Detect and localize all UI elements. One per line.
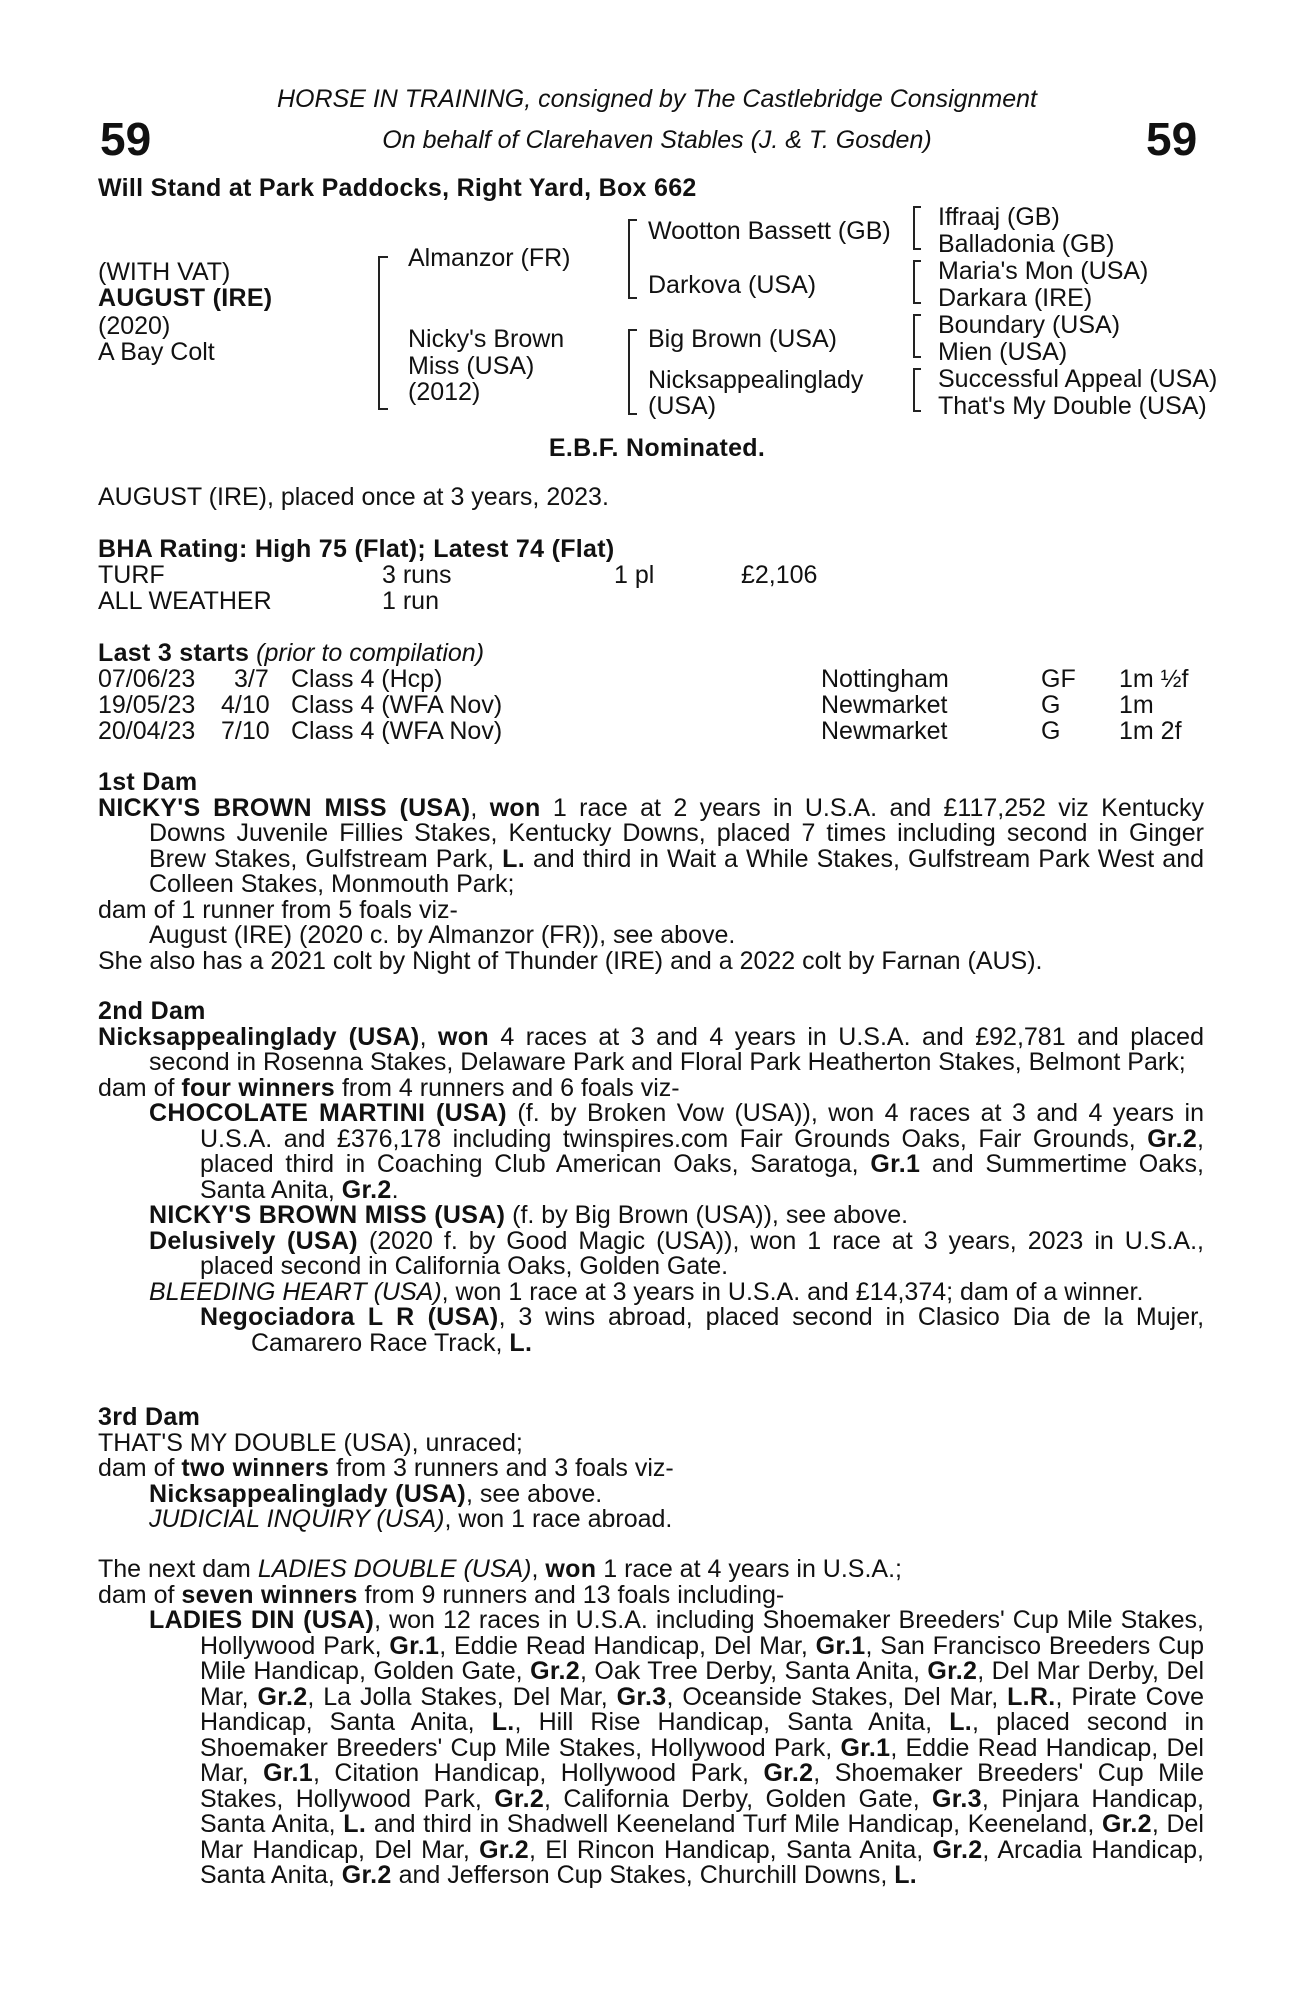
gg-4: Darkara (IRE) (938, 284, 1093, 312)
progeny-entry (149, 1203, 1204, 1229)
grade: Gr.2 (932, 1835, 983, 1864)
listed-label: L. (509, 1328, 533, 1357)
last-starts-heading (98, 641, 484, 666)
text: , Del Mar Handicap, Del Mar, (200, 1810, 1204, 1864)
surface: ALL WEATHER (98, 587, 272, 615)
gg-2: Balladonia (GB) (938, 230, 1115, 258)
consignment-line: HORSE IN TRAINING, consigned by The Castlebridge Consignment (276, 85, 1038, 113)
text: , Arcadia Handicap, Santa Anita, (200, 1835, 1205, 1889)
grade: Gr.2 (257, 1682, 308, 1711)
start-class: Class 4 (WFA Nov) (291, 717, 503, 745)
progeny-name: Delusively (USA) (149, 1226, 358, 1255)
second-dam-section (98, 999, 1204, 1356)
grade: Gr.2 (1101, 1810, 1152, 1838)
start-position: 7/10 (221, 717, 270, 745)
grade: L. (343, 1810, 367, 1838)
pedigree-brace-3c (913, 314, 921, 358)
gg-3: Maria's Mon (USA) (938, 257, 1149, 285)
last-starts-note: (prior to compilation) (256, 639, 485, 667)
pedigree-brace-2a (628, 219, 637, 299)
grade: Gr.2 (479, 1835, 530, 1864)
text: , San Francisco Breeders Cup Mile Handicap, Golden Gate, (200, 1631, 1204, 1685)
gg-8: That's My Double (USA) (938, 392, 1207, 420)
start-date: 19/05/23 (98, 691, 196, 719)
text: , see above. (466, 1479, 603, 1508)
record-text: 4 races at 3 and 4 years in U.S.A. and £92,781 and placed second in Rosenna Stakes, Delaware Park and Floral Park Heatherton Stakes, Belmont Park; (149, 1022, 1204, 1076)
dam-name: LADIES DOUBLE (USA) (257, 1555, 532, 1583)
pedigree-brace-3d (913, 368, 921, 412)
progeny-entry (149, 1226, 1204, 1280)
text: dam of (98, 1073, 182, 1102)
gg-5: Boundary (USA) (938, 311, 1121, 339)
text: , El Rincon Handicap, Santa Anita, (529, 1835, 933, 1864)
start-distance: 1m ½f (1119, 665, 1189, 693)
text: dam of (98, 1580, 182, 1609)
progeny-name: Nicksappealinglady (USA) (149, 1479, 467, 1508)
lot-number-right: 59 (1146, 113, 1198, 165)
text: (f. by Broken Vow (USA)), won 4 races at 3 and 4 years in U.S.A. and £376,178 including twinspires.com Fair Grounds Oaks, Fair Grounds, (200, 1099, 1204, 1153)
pedigree-brace-3a (913, 206, 921, 250)
grade: Gr.2 (341, 1861, 392, 1889)
pedigree-brace-1 (378, 256, 388, 410)
text: , Hill Rise Handicap, Santa Anita, (514, 1708, 950, 1736)
grade: Gr.2 (530, 1657, 580, 1685)
grade: Gr.3 (616, 1682, 667, 1711)
progeny-entry (149, 1479, 1204, 1508)
start-class: Class 4 (Hcp) (291, 665, 443, 693)
text: , (531, 1555, 546, 1583)
race-summary: AUGUST (IRE), placed once at 3 years, 2023. (98, 483, 609, 511)
sire-sire: Wootton Bassett (GB) (648, 217, 891, 245)
text: The next dam (98, 1555, 258, 1583)
progeny-name: JUDICIAL INQUIRY (USA) (149, 1505, 445, 1533)
lot-number-left: 59 (100, 113, 152, 165)
dam-dam-line-2: (USA) (648, 392, 717, 420)
dam-dam-line-1: Nicksappealinglady (648, 366, 864, 394)
text: and Summertime Oaks, Santa Anita, (200, 1150, 1205, 1204)
dam-sire: Big Brown (USA) (648, 325, 837, 353)
start-distance: 1m (1119, 691, 1154, 719)
text: , Oceanside Stakes, Del Mar, (666, 1682, 1008, 1711)
ebf-note: E.B.F. Nominated. (548, 434, 766, 462)
progeny-name: CHOCOLATE MARTINI (USA) (149, 1099, 507, 1127)
start-course: Newmarket (821, 717, 948, 745)
bha-rating: BHA Rating: High 75 (Flat); Latest 74 (Flat) (98, 535, 615, 563)
dam-of-line (98, 1456, 1204, 1482)
grade: Gr.3 (932, 1784, 982, 1813)
text: and Jefferson Cup Stakes, Churchill Downs, (391, 1861, 895, 1889)
horse-description: A Bay Colt (98, 338, 215, 366)
last-starts-title: Last 3 starts (98, 639, 250, 667)
text: and third in Shadwell Keeneland Turf Mile Handicap, Keeneland, (366, 1810, 1102, 1838)
start-course: Newmarket (821, 691, 948, 719)
grade: Gr.2 (1147, 1124, 1198, 1153)
text: from 9 runners and 13 foals including- (357, 1580, 785, 1609)
text: from 3 runners and 3 foals viz- (329, 1454, 674, 1482)
progeny-entry (149, 1608, 1204, 1889)
pedigree-brace-3b (913, 260, 921, 304)
winners-count: four winners (181, 1073, 335, 1102)
start-date: 07/06/23 (98, 665, 196, 693)
text: , placed second in Shoemaker Breeders' Cup Mile Stakes, Hollywood Park, (200, 1708, 1204, 1762)
dam-line-3: (2012) (408, 378, 481, 406)
horse-year: (2020) (98, 312, 171, 340)
first-dam-section (98, 770, 1204, 974)
grade: Gr.2 (341, 1175, 392, 1204)
sire: Almanzor (FR) (408, 244, 571, 272)
placed: 1 pl (614, 561, 655, 589)
grade: Gr.1 (389, 1631, 440, 1660)
winners-count: seven winners (181, 1580, 358, 1609)
behalf-line: On behalf of Clarehaven Stables (J. & T. Gosden) (382, 126, 932, 154)
grade: Gr.1 (815, 1631, 866, 1660)
text: , Eddie Read Handicap, Del Mar, (200, 1733, 1204, 1787)
progeny-entry (200, 1305, 1204, 1356)
start-position: 3/7 (234, 665, 269, 693)
text: , Pinjara Handicap, Santa Anita, (200, 1784, 1204, 1838)
start-course: Nottingham (821, 665, 949, 693)
grade: L. (491, 1708, 515, 1736)
progeny-name: BLEEDING HEART (USA) (149, 1277, 442, 1306)
gg-7: Successful Appeal (USA) (938, 365, 1218, 393)
text: dam of (98, 1454, 182, 1482)
start-distance: 1m 2f (1119, 717, 1182, 745)
section-heading: 2nd Dam (98, 997, 206, 1025)
dam-of-line (98, 1580, 1204, 1609)
start-going: G (1041, 717, 1061, 745)
start-class: Class 4 (WFA Nov) (291, 691, 503, 719)
listed-label: L. (502, 844, 525, 873)
dam-line-1: Nicky's Brown (408, 325, 565, 353)
progeny-entry (149, 1277, 1204, 1306)
runs: 3 runs (382, 561, 452, 589)
record-text: and third in Wait a While Stakes, Gulfstream Park West and Colleen Stakes, Monmouth Park; (149, 844, 1204, 898)
progeny-entry (149, 1507, 1204, 1533)
text: , won 12 races in U.S.A. including Shoemaker Breeders' Cup Mile Stakes, Hollywood Park, (200, 1606, 1205, 1660)
grade: Gr.1 (840, 1733, 891, 1762)
prize: £2,106 (741, 561, 818, 589)
text: , Oak Tree Derby, Santa Anita, (579, 1657, 928, 1685)
grade: Gr.2 (927, 1657, 978, 1685)
dam-name: NICKY'S BROWN MISS (USA) (98, 793, 471, 822)
third-dam-record: THAT'S MY DOUBLE (USA), unraced; (98, 1428, 523, 1457)
text: , placed third in Coaching Club American Oaks, Saratoga, (200, 1124, 1204, 1178)
horse-name: AUGUST (IRE) (98, 284, 273, 312)
next-dam-record (98, 1557, 1204, 1583)
vat-note: (WITH VAT) (98, 258, 231, 286)
progeny-name: NICKY'S BROWN MISS (USA) (149, 1201, 506, 1229)
start-date: 20/04/23 (98, 717, 196, 745)
record-text: 1 race at 2 years in U.S.A. and £117,252 viz Kentucky Downs Juvenile Fillies Stakes, Kentucky Downs, placed 7 times including second in Ginger Brew Stakes, Gulfstream Park, (149, 793, 1204, 873)
text: , Eddie Read Handicap, Del Mar, (439, 1631, 816, 1660)
text: , Pirate Cove Handicap, Santa Anita, (200, 1682, 1204, 1736)
start-going: GF (1041, 665, 1076, 693)
won-label: won (438, 1022, 489, 1051)
text: , California Derby, Golden Gate, (544, 1784, 933, 1813)
progeny-entry (149, 1101, 1204, 1203)
pedigree-brace-2b (628, 329, 637, 415)
progeny-line: August (IRE) (2020 c. by Almanzor (FR)), see above. (149, 921, 736, 949)
text: , 3 wins abroad, placed second in Clasico Dia de la Mujer, Camarero Race Track, (251, 1303, 1205, 1357)
text: (2020 f. by Good Magic (USA)), won 1 race at 3 years, 2023 in U.S.A., placed second in California Oaks, Golden Gate. (200, 1226, 1204, 1280)
text: from 4 runners and 6 foals viz- (335, 1073, 680, 1102)
gg-6: Mien (USA) (938, 338, 1068, 366)
stand-location: Will Stand at Park Paddocks, Right Yard, Box 662 (98, 174, 697, 202)
runs: 1 run (382, 587, 439, 615)
text: 1 race at 4 years in U.S.A.; (596, 1555, 902, 1583)
progeny-name: Negociadora L R (USA) (200, 1303, 499, 1331)
grade: Gr.1 (263, 1759, 313, 1787)
text: , won 1 race abroad. (444, 1505, 673, 1533)
dam-of-line: dam of 1 runner from 5 foals viz- (98, 895, 458, 924)
text: . (391, 1175, 399, 1204)
text: , La Jolla Stakes, Del Mar, (307, 1682, 617, 1711)
text: (f. by Big Brown (USA)), see above. (505, 1201, 909, 1229)
gg-1: Iffraaj (GB) (938, 203, 1060, 231)
also-line: She also has a 2021 colt by Night of Thunder (IRE) and a 2022 colt by Farnan (AUS). (98, 946, 1043, 975)
progeny-name: LADIES DIN (USA) (149, 1606, 375, 1634)
surface: TURF (98, 561, 165, 589)
start-going: G (1041, 691, 1061, 719)
grade: Gr.2 (494, 1784, 545, 1813)
text: , Del Mar Derby, Del Mar, (200, 1657, 1204, 1711)
text: , won 1 race at 3 years in U.S.A. and £14,374; dam of a winner. (441, 1277, 1144, 1306)
grade: Gr.2 (763, 1759, 814, 1787)
won-label: won (545, 1555, 597, 1583)
start-position: 4/10 (221, 691, 270, 719)
first-dam-record: NICKY'S BROWN MISS (USA), won 1 race at 2 years in U.S.A. and £117,252 viz Kentucky Downs Juvenile Fillies Stakes, Kentucky Downs, placed 7 times including second in Ginger Brew Stakes, Gulfstream Park, L. and third in Wait a While Stakes, Gulfstream Park West and Colleen Stakes, Monmouth Park; (98, 793, 1204, 898)
dam-of-line (98, 1073, 1204, 1102)
won-label: won (489, 793, 541, 822)
section-heading: 1st Dam (98, 768, 198, 796)
section-heading: 3rd Dam (98, 1403, 201, 1431)
grade: Gr.1 (870, 1150, 921, 1178)
grade: L. (894, 1861, 918, 1889)
grade: L.R. (1007, 1682, 1056, 1711)
winners-count: two winners (181, 1454, 330, 1482)
text: , Citation Handicap, Hollywood Park, (312, 1759, 764, 1787)
dam-name: Nicksappealinglady (USA) (98, 1022, 420, 1051)
next-dam-section (98, 1557, 1204, 1889)
third-dam-section (98, 1405, 1204, 1533)
second-dam-record: Nicksappealinglady (USA), won 4 races at 3 and 4 years in U.S.A. and £92,781 and placed second in Rosenna Stakes, Delaware Park and Floral Park Heatherton Stakes, Belmont Park; (98, 1022, 1204, 1076)
grade: L. (949, 1708, 973, 1736)
sire-dam: Darkova (USA) (648, 271, 817, 299)
text: , Shoemaker Breeders' Cup Mile Stakes, Hollywood Park, (200, 1759, 1204, 1813)
dam-line-2: Miss (USA) (408, 352, 535, 380)
